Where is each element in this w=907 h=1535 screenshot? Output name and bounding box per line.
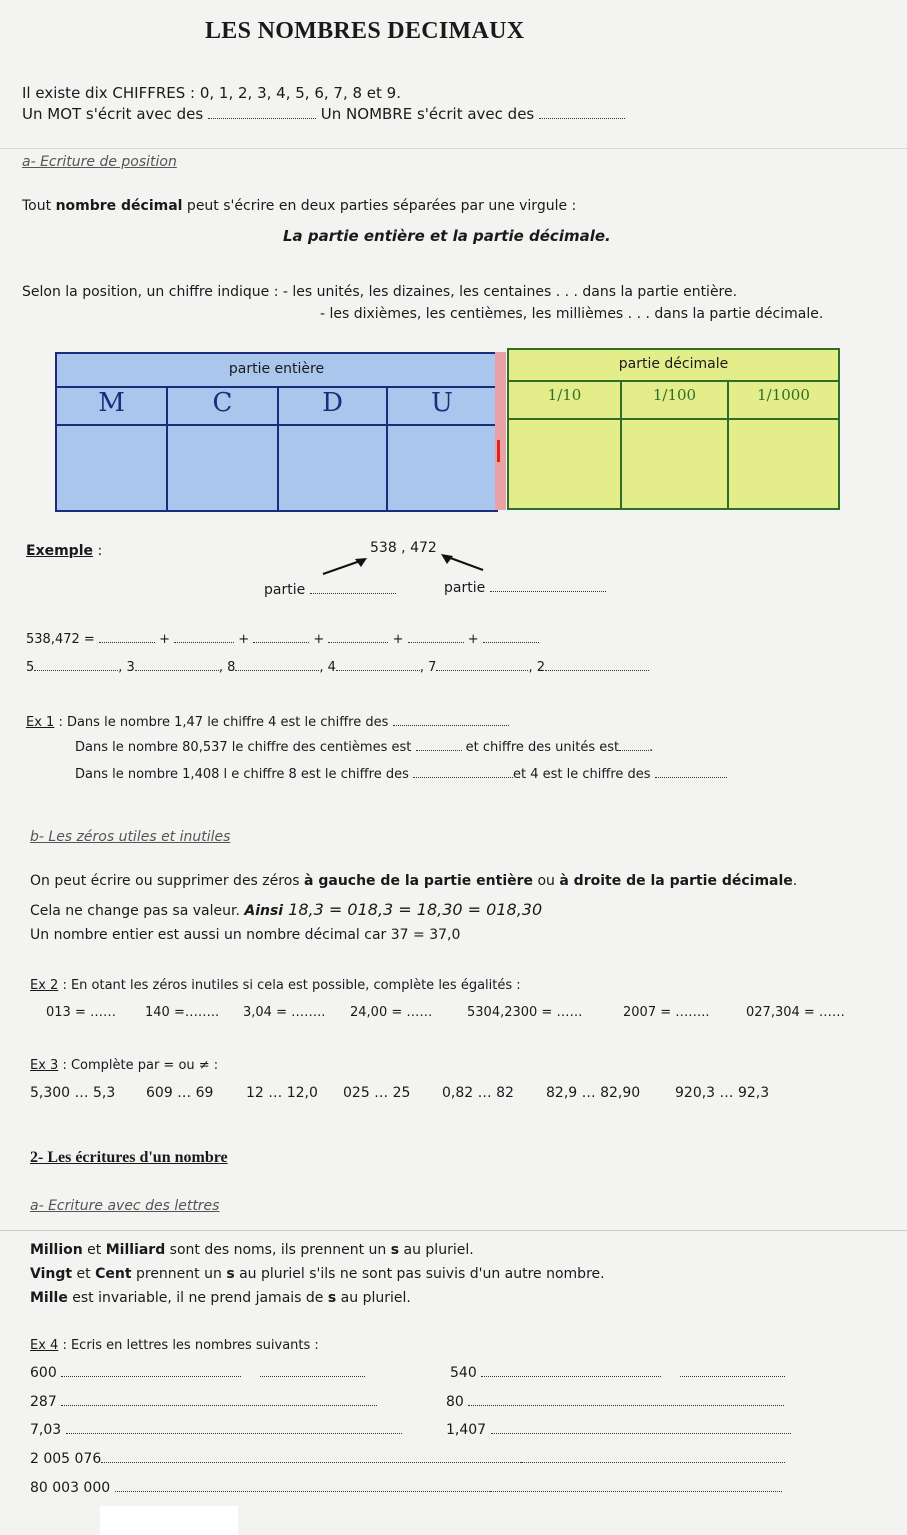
example-colon: :: [93, 543, 103, 559]
fill-blank: [115, 1481, 490, 1492]
fill-blank: [619, 740, 649, 751]
rule-million: [30, 1242, 474, 1258]
ex4-row: [446, 1422, 791, 1438]
section-2-heading: 2- Les écritures d'un nombre: [30, 1149, 228, 1166]
ex2-item: 24,00 = ……: [350, 1005, 433, 1020]
intro-word-number-line: [22, 105, 625, 123]
ex2-item: 2007 = ……..: [623, 1005, 710, 1020]
intro-word-text: Un MOT s'écrit avec des: [22, 105, 204, 123]
digit: , 7: [419, 660, 437, 675]
col-centaine: C: [212, 388, 233, 418]
section-heading: a- Ecriture de position: [22, 154, 177, 170]
col-centieme: 1/100: [652, 386, 697, 404]
fill-blank: [310, 583, 396, 594]
col-dizaine: D: [322, 388, 343, 418]
ex4-row: [30, 1394, 377, 1410]
part-label: partie: [444, 580, 486, 596]
fill-blank: [408, 632, 464, 643]
ex4-number: 7,03: [30, 1422, 62, 1438]
rule-bold: s: [390, 1242, 400, 1258]
fill-blank: [680, 1366, 785, 1377]
fill-blank: [208, 108, 316, 119]
fill-blank: [481, 1366, 661, 1377]
fill-blank: [99, 632, 155, 643]
definition-text: peut s'écrire en deux parties séparées par une virgule :: [182, 198, 577, 214]
exercise-label: Ex 3: [30, 1058, 59, 1073]
fill-blank: [260, 1366, 365, 1377]
ex2-item: 140 =……..: [145, 1005, 220, 1020]
exercise-text: : Ecris en lettres les nombres suivants :: [58, 1338, 319, 1353]
rule-text: Cela ne change pas sa valeur.: [30, 903, 245, 919]
intro-digits-line: Il existe dix CHIFFRES : 0, 1, 2, 3, 4, 5, 6, 7, 8 et 9.: [22, 84, 401, 102]
fill-blank: [328, 632, 388, 643]
ex3-item: 0,82 … 82: [442, 1085, 514, 1101]
ex4-row: [30, 1365, 365, 1381]
section-heading: a- Ecriture avec des lettres: [30, 1198, 220, 1214]
ex3-item: 025 … 25: [343, 1085, 411, 1101]
rule-bold: à gauche de la partie entière: [304, 873, 534, 889]
ex4-number: 287: [30, 1394, 57, 1410]
table-integer-part: [55, 352, 498, 512]
col-unite: U: [431, 388, 453, 418]
table-row-divider: [509, 418, 838, 420]
digit: , 3: [118, 660, 135, 675]
exercise-label: Ex 1: [26, 715, 55, 730]
page-title: LES NOMBRES DECIMAUX: [205, 18, 525, 44]
exercise-text: : Complète par = ou ≠ :: [58, 1058, 219, 1073]
table-decimal-header: partie décimale: [509, 350, 838, 382]
ex3-item: 5,300 … 5,3: [30, 1085, 116, 1101]
fill-blank: [539, 108, 625, 119]
decomposition-start: 538,472 =: [26, 632, 95, 647]
table-decimal-part: [507, 348, 840, 510]
fill-blank: [521, 1452, 785, 1463]
rule-bold: Mille: [30, 1290, 68, 1306]
rule-text: On peut écrire ou supprimer des zéros: [30, 873, 305, 889]
rule-text: sont des noms, ils prennent un: [165, 1242, 391, 1258]
ex4-row: [30, 1451, 785, 1467]
ex4-row: [30, 1422, 402, 1438]
decomposition-line: 538,472 = + + + + +: [26, 632, 539, 647]
exercise-text: Dans le nombre 80,537 le chiffre des centièmes est: [75, 740, 412, 755]
fill-blank: [655, 767, 727, 778]
ex4-number: 600: [30, 1365, 57, 1381]
fill-blank: [135, 660, 219, 671]
fill-blank: [416, 740, 462, 751]
fill-blank: [393, 715, 509, 726]
fill-blank: [545, 660, 649, 671]
fill-blank: [61, 1395, 377, 1406]
ex4-number: 80 003 000: [30, 1480, 111, 1496]
rule-bold: Milliard: [105, 1242, 166, 1258]
rule-bold: Vingt: [30, 1266, 73, 1282]
rule-text: au pluriel.: [336, 1290, 411, 1306]
position-line-2: - les dixièmes, les centièmes, les millièmes . . . dans la partie décimale.: [320, 306, 824, 322]
rule-bold: Million: [30, 1242, 83, 1258]
ex4-instruction: [30, 1338, 319, 1353]
example-part-right: [444, 580, 606, 596]
section-heading: b- Les zéros utiles et inutiles: [30, 829, 231, 845]
ex3-instruction: [30, 1058, 218, 1073]
exercise-text: : En otant les zéros inutiles si cela est possible, complète les égalités :: [58, 978, 521, 993]
ex2-item: 013 = ……: [46, 1005, 116, 1020]
ex4-number: 80: [446, 1394, 464, 1410]
page-fold-line: [0, 148, 907, 149]
rule-vingt-cent: [30, 1266, 605, 1282]
comma-divider: [495, 352, 506, 510]
example-label: Exemple: [26, 543, 93, 559]
definition-text: Tout: [22, 198, 56, 214]
example-number: 538 , 472: [370, 540, 437, 556]
ex4-row: [30, 1480, 782, 1496]
exercise-text: et chiffre des unités est: [461, 740, 620, 755]
fill-blank: [66, 1423, 402, 1434]
scan-white-patch: [100, 1506, 238, 1535]
ex3-item: 82,9 … 82,90: [546, 1085, 641, 1101]
fill-blank: [468, 1395, 784, 1406]
rule-text: au pluriel.: [399, 1242, 474, 1258]
ex1-line-1: [26, 715, 509, 730]
rule-text: .: [792, 873, 798, 889]
zeros-equality: 18,3 = 018,3 = 18,30 = 018,30: [283, 900, 543, 919]
exercise-label: Ex 2: [30, 978, 59, 993]
rule-text: au pluriel s'ils ne sont pas suivis d'un autre nombre.: [234, 1266, 605, 1282]
rule-bold: Cent: [95, 1266, 132, 1282]
zeros-example-line: [30, 900, 542, 919]
ex3-item: 920,3 … 92,3: [675, 1085, 770, 1101]
fill-blank: [490, 1481, 782, 1492]
example-label-line: [26, 543, 102, 559]
ex2-instruction: [30, 978, 521, 993]
example-arrows: [315, 552, 495, 582]
ainsi-word: Ainsi: [244, 903, 284, 919]
part-label: partie: [264, 582, 306, 598]
ex1-line-2: Dans le nombre 80,537 le chiffre des centièmes est et chiffre des unités est .: [75, 740, 654, 755]
ex4-number: 540: [450, 1365, 477, 1381]
col-millieme: 1/1000: [757, 386, 810, 404]
intro-number-text: Un NOMBRE s'écrit avec des: [320, 105, 535, 123]
ex3-item: 609 … 69: [146, 1085, 214, 1101]
definition-line: [22, 198, 576, 214]
digit: , 4: [319, 660, 336, 675]
ex3-item: 12 … 12,0: [246, 1085, 318, 1101]
ex2-item: 5304,2300 = ……: [467, 1005, 583, 1020]
rule-text: prennent un: [131, 1266, 227, 1282]
rule-mille: [30, 1290, 411, 1306]
fill-blank: [34, 660, 118, 671]
exercise-text: : Dans le nombre 1,47 le chiffre 4 est le chiffre des: [54, 715, 389, 730]
fill-blank: [101, 1452, 521, 1463]
ex4-number: 2 005 076: [30, 1451, 102, 1467]
exercise-text: et 4 est le chiffre des: [512, 767, 651, 782]
comma-mark: [497, 440, 500, 462]
ex2-item: 027,304 = ……: [746, 1005, 845, 1020]
rule-bold: s: [226, 1266, 235, 1282]
fill-blank: [483, 632, 539, 643]
exercise-label: Ex 4: [30, 1338, 59, 1353]
definition-bold: nombre décimal: [55, 198, 183, 214]
ex4-row: [446, 1394, 784, 1410]
table-integer-header: partie entière: [57, 354, 496, 388]
fill-blank: [174, 632, 234, 643]
ex2-item: 3,04 = ……..: [243, 1005, 326, 1020]
position-line-1: Selon la position, un chiffre indique : - les unités, les dizaines, les centaines . . . dans la partie entière.: [22, 284, 738, 300]
fill-blank: [336, 660, 420, 671]
fill-blank: [253, 632, 309, 643]
rule-text: et: [72, 1266, 96, 1282]
arrow-left-line: [323, 560, 363, 574]
ex4-number: 1,407: [446, 1422, 487, 1438]
fill-blank: [61, 1366, 241, 1377]
exercise-text: Dans le nombre 1,408 l e chiffre 8 est le chiffre des: [75, 767, 409, 782]
zeros-rule-line: [30, 873, 797, 889]
rule-text: est invariable, il ne prend jamais de: [67, 1290, 328, 1306]
rule-text: et: [82, 1242, 106, 1258]
rule-text: ou: [533, 873, 560, 889]
fill-blank: [436, 660, 528, 671]
example-part-left: [264, 582, 396, 598]
rule-bold: s: [327, 1290, 337, 1306]
parts-statement: La partie entière et la partie décimale.: [283, 227, 611, 245]
col-mille: M: [98, 388, 125, 418]
fill-blank: [413, 767, 513, 778]
digit: , 8: [218, 660, 236, 675]
digits-line: [26, 660, 649, 675]
col-dixieme: 1/10: [547, 386, 582, 404]
ex4-row: [450, 1365, 785, 1381]
fill-blank: [491, 1423, 791, 1434]
page-fold-line: [0, 1230, 907, 1231]
fill-blank: [235, 660, 319, 671]
rule-bold: à droite de la partie décimale: [559, 873, 793, 889]
fill-blank: [490, 581, 606, 592]
ex1-line-3: [75, 767, 727, 782]
digit: , 2: [528, 660, 546, 675]
integer-decimal-line: Un nombre entier est aussi un nombre décimal car 37 = 37,0: [30, 927, 461, 943]
digit: 5: [26, 660, 35, 675]
